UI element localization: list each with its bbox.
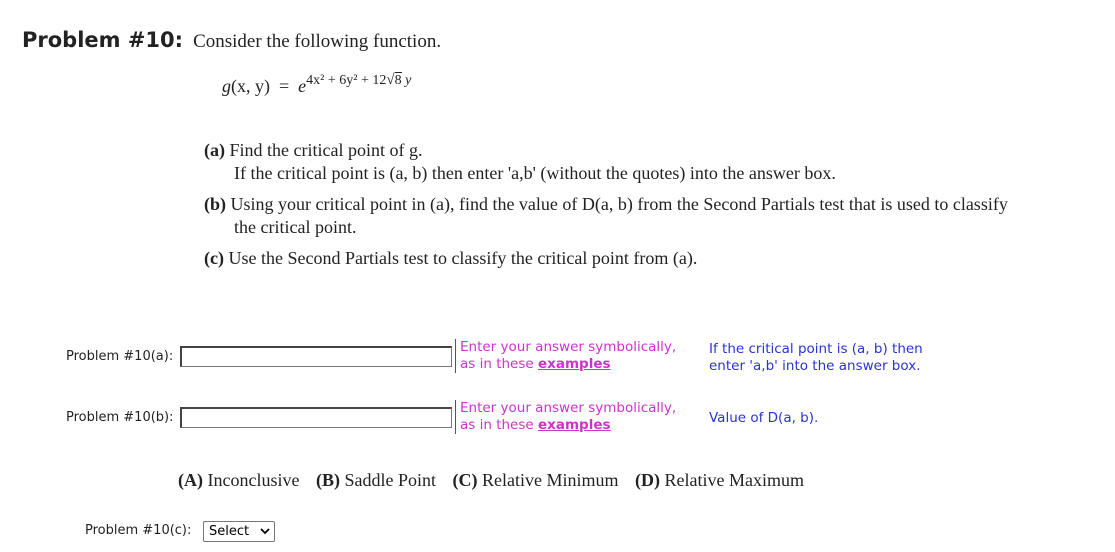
part-a-line2: If the critical point is (a, b) then enter 'a,b' (without the quotes) into the answer box. (234, 163, 836, 183)
function-formula (222, 72, 412, 97)
choice-a (178, 470, 299, 490)
answer-b-hint (455, 400, 676, 434)
formula-base: e (298, 76, 307, 96)
answer-c-label: Problem #10(c): (85, 523, 192, 538)
part-b (204, 193, 1109, 239)
choice-b (316, 470, 436, 490)
chevron-down-icon (260, 524, 270, 545)
part-b-line1: Using your critical point in (a), find the value of D(a, b) from the Second Partials test that is used to classify (230, 194, 1008, 214)
answer-a-input[interactable] (180, 346, 452, 367)
formula-exp-y: y (405, 73, 412, 88)
choice-d (635, 470, 804, 490)
choice-a-letter: (A) (178, 470, 203, 490)
formula-g: g (222, 76, 231, 96)
select-value: Select (209, 524, 250, 539)
part-b-label: (b) (204, 194, 226, 214)
answer-b-examples-link[interactable]: examples (537, 417, 611, 433)
answer-b-hint-prefix: as in these (460, 417, 538, 433)
answer-a-note-line2: enter 'a,b' into the answer box. (709, 358, 921, 374)
choice-d-letter: (D) (634, 470, 660, 490)
formula-exp-terms: 4x² + 6y² + 12 (306, 73, 387, 88)
answer-a-note-line1: If the critical point is (a, b) then (709, 341, 923, 357)
choice-b-text: Saddle Point (344, 470, 436, 490)
answer-a-hint-line1: Enter your answer symbolically, (460, 339, 677, 355)
answer-b-note: Value of D(a, b). (709, 410, 819, 426)
formula-equals: = (279, 76, 290, 96)
answer-a-examples-link[interactable]: examples (537, 356, 611, 372)
part-a (204, 139, 1109, 185)
part-a-label: (a) (204, 140, 225, 160)
problem-intro: Consider the following function. (193, 31, 442, 52)
answer-b-label: Problem #10(b): (66, 410, 174, 425)
answer-a-label: Problem #10(a): (66, 349, 174, 364)
formula-radicand: 8 (394, 73, 402, 88)
part-c-label: (c) (204, 248, 224, 268)
classification-select[interactable] (203, 521, 275, 542)
formula-args: (x, y) (231, 76, 270, 96)
answer-b-hint-line1: Enter your answer symbolically, (460, 400, 677, 416)
formula-exponent (306, 73, 411, 88)
part-b-line2: the critical point. (234, 217, 357, 237)
choice-b-letter: (B) (315, 470, 340, 490)
sqrt-icon: √ (386, 72, 395, 88)
part-a-line1: Find the critical point of g. (229, 140, 423, 160)
answer-b-input[interactable] (180, 407, 452, 428)
choice-c (452, 470, 618, 490)
choice-d-text: Relative Maximum (664, 470, 804, 490)
answer-a-hint-prefix: as in these (460, 356, 538, 372)
problem-number: Problem #10: (22, 28, 184, 52)
choice-a-text: Inconclusive (207, 470, 300, 490)
answer-a-note (709, 341, 923, 375)
choice-c-text: Relative Minimum (481, 470, 619, 490)
problem-heading (22, 28, 441, 53)
part-c-line1: Use the Second Partials test to classify the critical point from (a). (228, 248, 698, 268)
classification-choices (178, 470, 816, 491)
part-c (204, 247, 1109, 270)
choice-c-letter: (C) (452, 470, 478, 490)
answer-a-hint (455, 339, 676, 373)
